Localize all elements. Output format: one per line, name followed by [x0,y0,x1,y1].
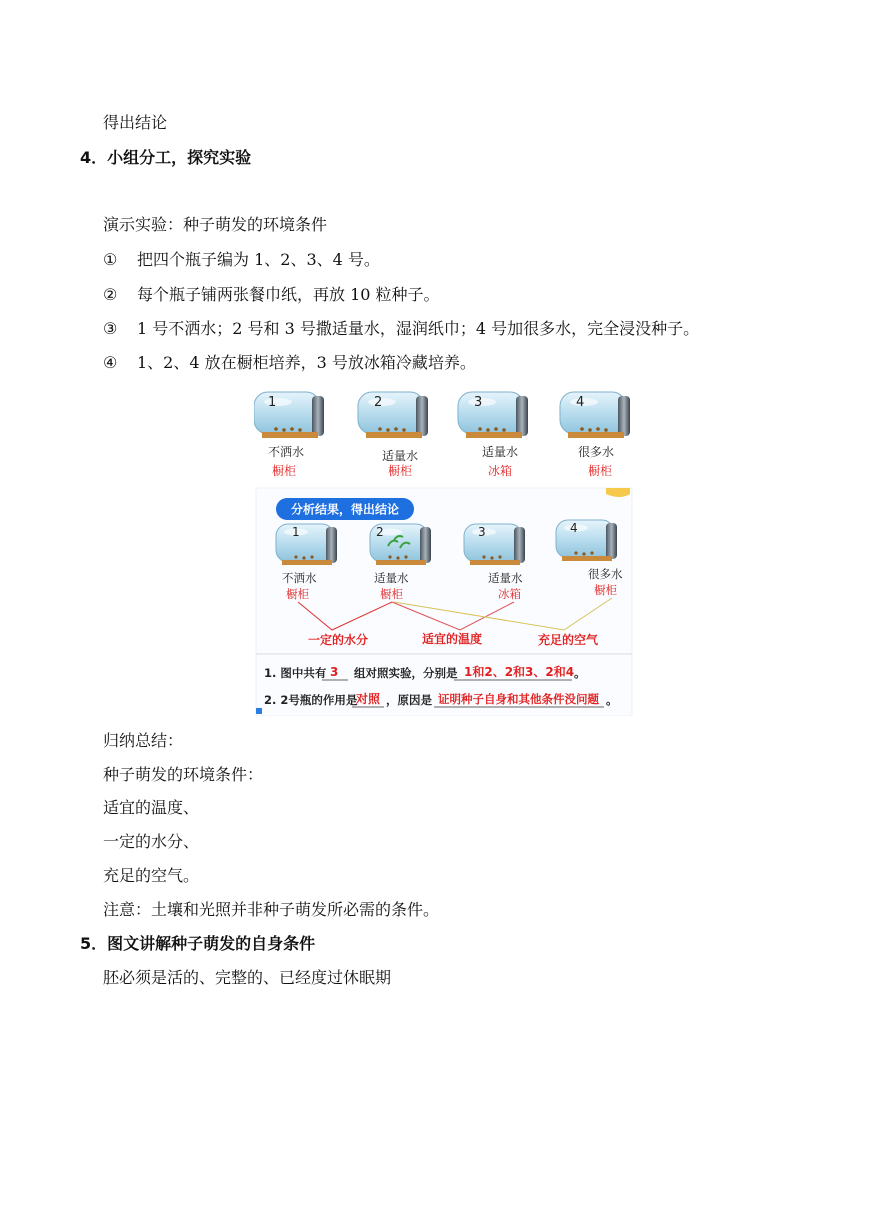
bottom-jar-place: 冰箱 [498,587,521,601]
q1-suffix: 。 [574,666,586,680]
top-jar-place: 橱柜 [388,464,413,478]
step-text: 1 号不洒水；2 号和 3 号撒适量水，湿润纸巾；4 号加很多水，完全浸没种子。 [137,319,700,338]
top-jar-water: 很多水 [578,445,615,459]
summary-item: 适宜的温度、 [103,798,200,817]
top-jar-4 [560,392,630,438]
top-jar-place: 橱柜 [272,464,297,478]
bottom-jar-4 [556,520,617,561]
demo-step [103,353,476,373]
bottom-jar-number: 4 [570,521,578,535]
q1-answer-count: 3 [330,665,339,679]
demo-step [103,319,699,339]
summary-item: 充足的空气。 [103,866,200,885]
summary-subtitle: 种子萌发的环境条件： [103,765,264,784]
experiment-illustration [254,386,634,716]
step-number: ② [103,285,118,304]
step-text: 每个瓶子铺两张餐巾纸，再放 10 粒种子。 [137,285,440,304]
top-jar-number: 2 [374,395,383,410]
top-jar-number: 1 [268,395,277,410]
demo-step [103,285,440,305]
bottom-jar-water: 适量水 [488,571,523,585]
top-jar-water: 适量水 [482,445,519,459]
step-number: ③ [103,319,118,338]
bottom-jar-water: 适量水 [374,571,409,585]
top-jar-2 [358,392,428,438]
q1-middle: 组对照实验，分别是 [354,666,458,680]
q2-answer-reason: 证明种子自身和其他条件没问题 [438,692,599,706]
q1-answer-pairs: 1和2、2和3、2和4 [464,665,575,679]
bottom-jar-number: 1 [292,525,300,539]
step-number: ④ [103,353,118,372]
demo-title: 演示实验：种子萌发的环境条件 [103,215,328,234]
analysis-banner-text: 分析结果，得出结论 [290,502,400,517]
top-jar-place: 橱柜 [588,464,613,478]
intro-line: 得出结论 [103,113,168,132]
q2-prefix: 2. 2号瓶的作用是 [264,693,358,707]
step-text: 把四个瓶子编为 1、2、3、4 号。 [137,250,380,269]
condition-temperature: 适宜的温度 [422,632,483,646]
q2-answer-role: 对照 [356,692,381,706]
bottom-jar-water: 很多水 [588,567,623,581]
summary-note: 注意：土壤和光照并非种子萌发所必需的条件。 [103,900,440,919]
q2-middle: ，原因是 [386,693,432,707]
top-jar-3 [458,392,528,438]
top-jar-water: 不洒水 [268,445,305,459]
bottom-jar-3 [464,524,525,565]
condition-air: 充足的空气 [538,633,599,647]
top-jar-place: 冰箱 [488,464,513,478]
step-text: 1、2、4 放在橱柜培养，3 号放冰箱冷藏培养。 [137,353,476,372]
bottom-jar-number: 3 [478,525,486,539]
bottom-jar-water: 不洒水 [282,571,317,585]
demo-step [103,250,380,270]
experiment-figure [254,386,634,716]
bottom-jar-place: 橱柜 [594,583,617,597]
bottom-jar-number: 2 [376,525,384,539]
bottom-jar-place: 橱柜 [286,587,309,601]
top-jar-1 [254,392,324,438]
summary-title: 归纳总结： [103,731,184,750]
step-number: ① [103,250,118,269]
selection-handle [256,708,262,714]
top-jar-number: 4 [576,395,585,410]
top-jar-water: 适量水 [382,449,419,463]
bottom-jar-place: 橱柜 [380,587,403,601]
section5-heading: 5．图文讲解种子萌发的自身条件 [80,934,316,953]
section5-text: 胚必须是活的、完整的、已经度过休眠期 [103,968,392,987]
condition-water: 一定的水分 [308,633,369,647]
q1-prefix: 1. 图中共有 [264,666,327,680]
q2-suffix: 。 [606,693,618,707]
summary-item: 一定的水分、 [103,832,200,851]
section4-heading: 4．小组分工，探究实验 [80,148,252,167]
top-jar-number: 3 [474,395,483,410]
bottom-jar-1 [276,524,337,565]
